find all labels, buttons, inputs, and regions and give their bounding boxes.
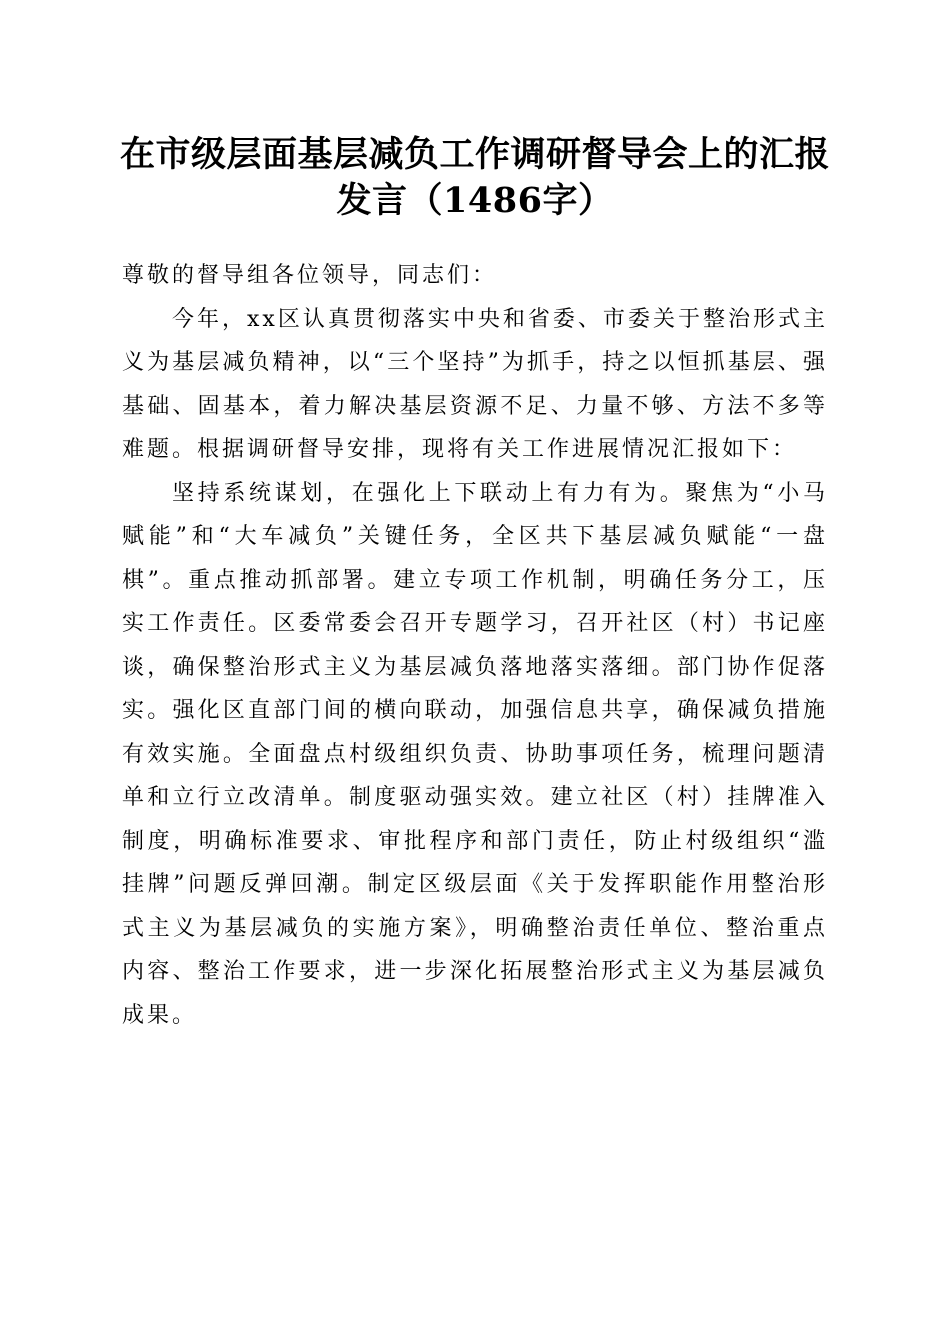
document-body <box>122 254 828 1037</box>
title-line-1: 在市级层面基层减负工作调研督导会上的汇报 <box>119 134 830 175</box>
paragraph-systematic-planning: 坚持系统谋划，在强化上下联动上有力有为。聚焦为“小马赋能”和“大车减负”关键任务，全区共下基层减负赋能“一盘棋”。重点推动抓部署。建立专项工作机制，明确任务分工，压实工作责任。区委常委会召开专题学习，召开社区（村）书记座谈，确保整治形式主义为基层减负落地落实落细。部门协作促落实。强化区直部门间的横向联动，加强信息共享，确保减负措施有效实施。全面盘点村级组织负责、协助事项任务，梳理问题清单和立行立改清单。制度驱动强实效。建立社区（村）挂牌准入制度，明确标准要求、审批程序和部门责任，防止村级组织“滥挂牌”问题反弹回潮。制定区级层面《关于发挥职能作用整治形式主义为基层减负的实施方案》，明确整治责任单位、整治重点内容、整治工作要求，进一步深化拓展整治形式主义为基层减负成果。 <box>122 480 828 1028</box>
title-line-2: 发言（1486字） <box>336 180 614 221</box>
document-title <box>100 132 850 224</box>
salutation: 尊敬的督导组各位领导，同志们： <box>122 263 498 288</box>
paragraph-intro: 今年，xx区认真贯彻落实中央和省委、市委关于整治形式主义为基层减负精神，以“三个坚持”为抓手，持之以恒抓基层、强基础、固基本，着力解决基层资源不足、力量不够、方法不多等难题。根据调研督导安排，现将有关工作进展情况汇报如下： <box>122 306 828 462</box>
